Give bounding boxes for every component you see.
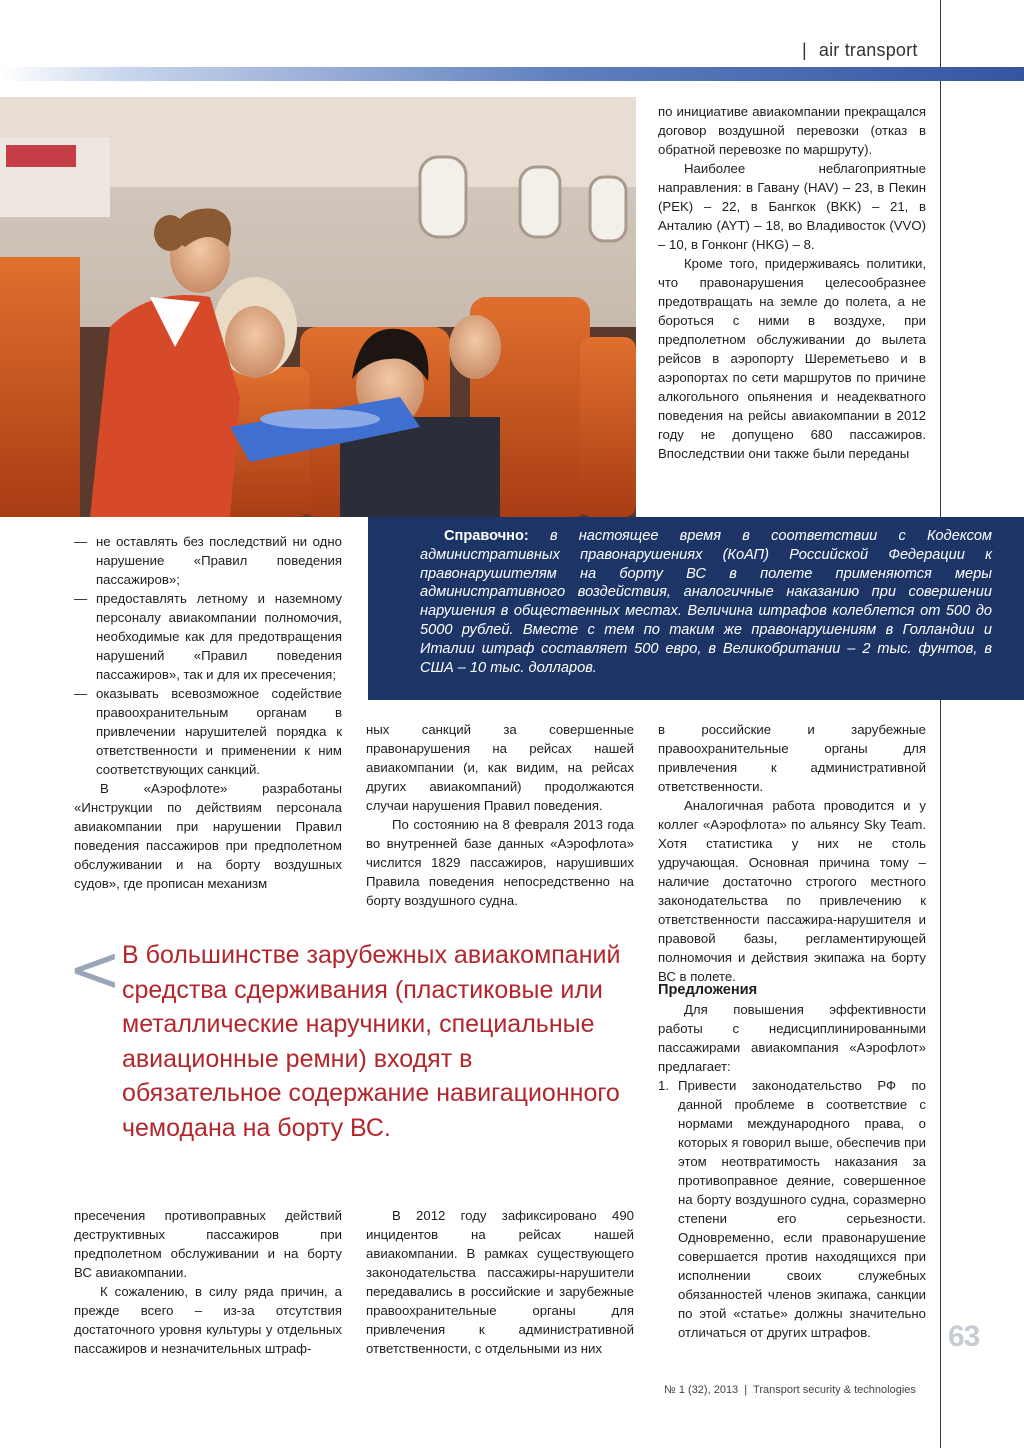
paragraph: в российские и зарубежные правоохранительные органы для привлечения к административной ответственности.: [658, 722, 926, 794]
paragraph: ных санкций за совершенные правонарушения на рейсах нашей авиакомпании (и, как видим, на рейсах других авиакомпаний) продолжаются случаи нарушения Правил поведения.: [366, 722, 634, 813]
paragraph: Аналогичная работа проводится и у коллег «Аэрофлота» по альянсу Sky Team. Хотя статистика у них не столь удручающая. Основная причина тому – наличие достаточно строгого местного законодательства по привлечению к ответственности пассажира-нарушителя и правовой базы, регламентирующей полномочия и действия экипажа на борту ВС в полете.: [658, 798, 926, 984]
list-item: [74, 589, 342, 684]
callout-body: в настоящее время в соответствии с Кодексом административных правонарушениях (КоАП) Российской Федерации к правонарушителям на борту ВС в полете применяются меры административного воздействия, аналогичные наказанию при совершении нарушения в общественных местах. Величина штрафов колеблется от 500 до 5000 рублей. Вместе с тем по таким же правонарушениям в Голландии и Италии штраф составляет 500 евро, в Великобритании – 2 тыс. фунтов, в США – 10 тыс. долларов.: [420, 528, 992, 676]
item-text: Привести законодательство РФ по данной проблеме в соответствие с нормами международного права, о которых я говорил выше, обеспечив при этом неотвратимость наказания за противоправное деяние, совершенное на борту воздушного судна, соразмерно степени его серьезности. Одновременно, если правонарушение совершается против находящихся при исполнении своих служебных обязанностей членов экипажа, санкции по этой «статье» должны значительно отличаться от других штрафов.: [678, 1078, 926, 1340]
issue-info: № 1 (32), 2013: [664, 1384, 739, 1396]
list-dash: —: [74, 686, 88, 701]
reference-callout: [368, 517, 1024, 700]
list-item-text: оказывать всевозможное содействие правоохранительным органам в привлечении нарушителей порядка к ответственности и применении к ним соответствующих санкций.: [96, 686, 342, 777]
numbered-item: [658, 1076, 926, 1342]
section-title: air transport: [818, 40, 918, 60]
list-item: [74, 532, 342, 589]
proposals-intro: Для повышения эффективности работы с недисциплинированными пассажирами авиакомпания «Аэрофлот» предлагает:: [658, 1002, 926, 1074]
paragraph: К сожалению, в силу ряда причин, а прежде всего – из-за отсутствия достаточного уровня культуры у отдельных пассажиров и незначительных штраф-: [74, 1284, 342, 1356]
list-dash: —: [74, 534, 88, 549]
journal-name: Transport security & technologies: [753, 1384, 916, 1396]
paragraph: В «Аэрофлоте» разработаны «Инструкции по действиям персонала авиакомпании при нарушении Правил поведения пассажиров при предполетном обслуживании и на борту воздушных судов», где прописан механизм: [74, 781, 342, 891]
footer-separator: |: [744, 1384, 748, 1396]
page-number: 63: [948, 1320, 980, 1353]
col2-mid-text: [366, 720, 634, 910]
list-item-text: предоставлять летному и наземному персоналу авиакомпании полномочия, необходимые как для предотвращения нарушений «Правил поведения пассажиров», так и для их пресечения;: [96, 591, 342, 682]
paragraph: В 2012 году зафиксировано 490 инцидентов на рейсах нашей авиакомпании. В рамках существующего законодательства пассажиры-нарушители передавались в российские и зарубежные правоохранительные органы для привлечения к административной ответственности, с отдельными из них: [366, 1208, 634, 1356]
col3-top-text: [658, 102, 926, 463]
page-edge-rule: [940, 0, 941, 1448]
pull-quote: В большинстве зарубежных авиакомпаний средства сдерживания (пластиковые или металлические наручники, специальные авиационные ремни) входят в обязательное содержание навигационного чемодана на борту ВС.: [122, 941, 621, 1142]
section-header: [802, 40, 918, 61]
quote-chevron-icon: <: [68, 933, 122, 1007]
item-number: 1.: [658, 1078, 669, 1093]
section-separator: |: [802, 40, 807, 60]
proposals-heading: Предложения: [658, 982, 758, 998]
proposals-section: [658, 980, 926, 1342]
paragraph: Кроме того, придерживаясь политики, что правонарушения целесообразнее предотвращать на земле до полета, а не бороться с ними в воздухе, при предполетном обслуживании до вылета рейсов в аэропорту Шереметьево и в аэропортах по сети маршрутов по причине алкогольного опьянения и неадекватного поведения на рейсы авиакомпании в 2012 году не допущено 680 пассажиров. Впоследствии они также были переданы: [658, 256, 926, 461]
col2-bottom-text: [366, 1206, 634, 1358]
callout-text: [420, 527, 992, 677]
col3-mid-text: [658, 720, 926, 986]
paragraph: По состоянию на 8 февраля 2013 года во внутренней базе данных «Аэрофлота» числится 1829 пассажиров, нарушивших Правила поведения непосредственно на борту воздушного судна.: [366, 817, 634, 908]
list-item: [74, 684, 342, 779]
list-item-text: не оставлять без последствий ни одно нарушение «Правил поведения пассажиров»;: [96, 534, 342, 587]
callout-lead: Справочно:: [444, 528, 529, 544]
paragraph: пресечения противоправных действий деструктивных пассажиров при предполетном обслуживании и на борту ВС авиакомпании.: [74, 1208, 342, 1280]
col1-list: [74, 532, 342, 893]
list-dash: —: [74, 591, 88, 606]
col1-bottom-text: [74, 1206, 342, 1358]
paragraph: по инициативе авиакомпании прекращался договор воздушной перевозки (отказ в обратной перевозке по маршруту).: [658, 104, 926, 157]
cabin-photo-illustration: [0, 97, 636, 517]
page-footer: [664, 1384, 916, 1396]
header-color-band: [0, 67, 1024, 81]
paragraph: Наиболее неблагоприятные направления: в Гавану (HAV) – 23, в Пекин (PEK) – 22, в Бангкок (BKK) – 21, в Анталию (AYT) – 18, во Владивосток (VVO) – 10, в Гонконг (HKG) – 8.: [658, 161, 926, 252]
cabin-photo: [0, 97, 636, 517]
